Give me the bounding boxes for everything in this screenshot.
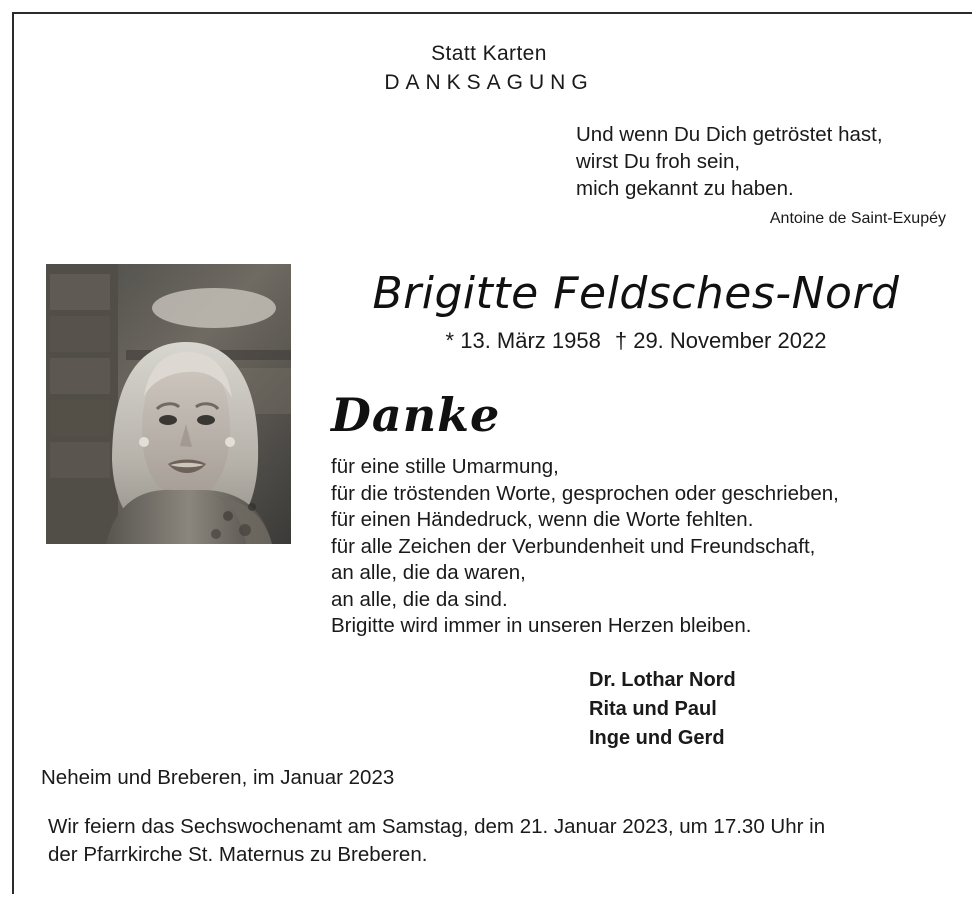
portrait-image: [46, 264, 291, 544]
thanks-line: für alle Zeichen der Verbundenheit und Freundschaft,: [331, 534, 816, 558]
service-note-line: Wir feiern das Sechswochenamt am Samstag, dem 21. Januar 2023, um 17.30 Uhr in: [48, 815, 826, 838]
service-note-line: der Pfarrkirche St. Maternus zu Breberen.: [48, 843, 428, 866]
quote-line: mich gekannt zu haben.: [576, 177, 794, 200]
thanks-body: [331, 454, 961, 640]
death-date: † 29. November 2022: [614, 328, 827, 353]
thanks-heading: Danke: [331, 388, 501, 442]
thanks-line: für eine stille Umarmung,: [331, 455, 559, 478]
thanks-line: an alle, die da waren,: [331, 561, 526, 584]
header-danksagung: DANKSAGUNG: [384, 71, 594, 94]
signers-list: [589, 666, 929, 753]
place-and-date: Neheim und Breberen, im Januar 2023: [41, 766, 395, 789]
portrait-photo: [46, 264, 291, 544]
birth-date: * 13. März 1958: [445, 328, 601, 353]
quote-line: Und wenn Du Dich getröstet hast,: [576, 123, 883, 146]
deceased-name: Brigitte Feldsches-Nord: [372, 268, 900, 319]
header-statt-karten: Statt Karten: [431, 42, 547, 65]
quote-line: wirst Du froh sein,: [576, 150, 741, 173]
service-note: [48, 813, 948, 869]
thanks-line: an alle, die da sind.: [331, 587, 508, 611]
quote-author: Antoine de Saint-Exupéy: [769, 210, 946, 227]
signer-name: Rita und Paul: [589, 698, 717, 720]
thanks-line: Brigitte wird immer in unseren Herzen bleiben.: [331, 614, 752, 637]
quote-block: [576, 121, 946, 228]
card-header: [6, 42, 972, 95]
thanks-line: für die tröstenden Worte, gesprochen oder geschrieben,: [331, 481, 839, 505]
signer-name: Dr. Lothar Nord: [589, 669, 736, 691]
deceased-dates: [306, 328, 966, 354]
signer-name: Inge und Gerd: [589, 727, 725, 749]
thanks-line: für einen Händedruck, wenn die Worte fehlten.: [331, 508, 754, 531]
